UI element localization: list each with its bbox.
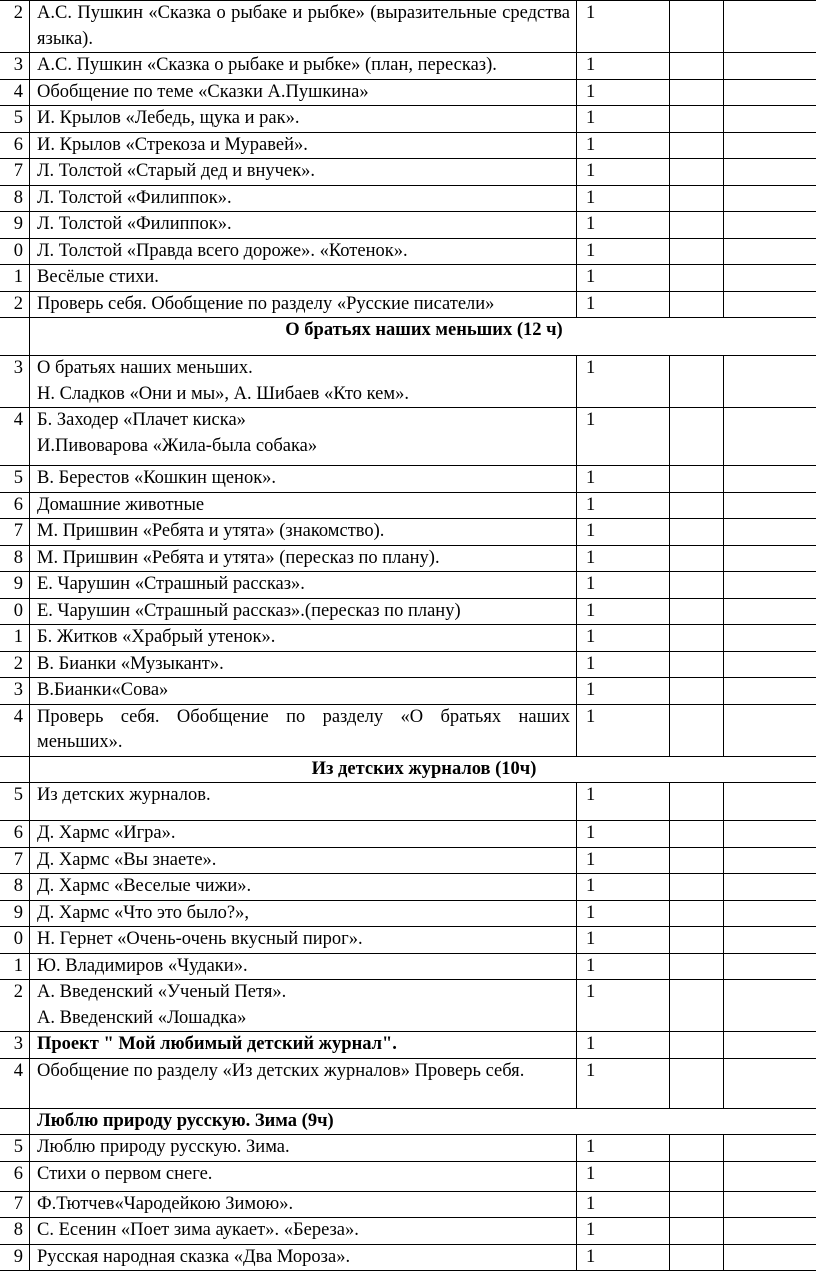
actual-date-cell	[724, 185, 816, 212]
section-header-row	[0, 318, 816, 356]
lesson-title	[30, 519, 577, 546]
planned-date-cell	[670, 265, 724, 292]
lesson-number: 6	[0, 132, 30, 159]
planned-date-cell	[670, 212, 724, 239]
lesson-number: 4	[0, 704, 30, 756]
lesson-hours: 1	[577, 492, 670, 519]
lesson-number: 9	[0, 572, 30, 599]
actual-date-cell	[724, 598, 816, 625]
lesson-hours: 1	[577, 1244, 670, 1271]
planned-date-cell	[670, 238, 724, 265]
planned-date-cell	[670, 598, 724, 625]
lesson-hours: 1	[577, 545, 670, 572]
lesson-title-line: Из детских журналов.	[37, 783, 570, 809]
planned-date-cell	[670, 291, 724, 318]
planned-date-cell	[670, 79, 724, 106]
planned-date-cell	[670, 821, 724, 848]
planned-date-cell	[670, 1191, 724, 1218]
lesson-row	[0, 1218, 816, 1245]
planned-date-cell	[670, 1161, 724, 1191]
lesson-hours: 1	[577, 132, 670, 159]
lesson-number: 2	[0, 1, 30, 53]
lesson-hours: 1	[577, 265, 670, 292]
lesson-title-line: Проверь себя. Обобщение по разделу «Русские писатели»	[37, 292, 570, 318]
section-number-cell	[0, 756, 30, 783]
lesson-number: 4	[0, 408, 30, 466]
lesson-title-line: А. Введенский «Лошадка»	[37, 1006, 570, 1032]
lesson-title	[30, 1191, 577, 1218]
actual-date-cell	[724, 953, 816, 980]
lesson-number: 0	[0, 927, 30, 954]
lesson-title	[30, 1, 577, 53]
lesson-title	[30, 291, 577, 318]
planned-date-cell	[670, 847, 724, 874]
lesson-title-line: Л. Толстой «Старый дед и внучек».	[37, 159, 570, 185]
lesson-title-line: Д. Хармс «Вы знаете».	[37, 848, 570, 874]
lesson-hours: 1	[577, 1161, 670, 1191]
lesson-title	[30, 132, 577, 159]
planned-date-cell	[670, 783, 724, 821]
lesson-hours: 1	[577, 900, 670, 927]
lesson-title-line: И. Крылов «Стрекоза и Муравей».	[37, 133, 570, 159]
lesson-number: 5	[0, 466, 30, 493]
lesson-hours: 1	[577, 1032, 670, 1059]
lesson-row	[0, 265, 816, 292]
lesson-row	[0, 625, 816, 652]
lesson-row	[0, 545, 816, 572]
lesson-title-line: Л. Толстой «Правда всего дороже». «Котенок».	[37, 239, 570, 265]
lesson-title-line: Весёлые стихи.	[37, 265, 570, 291]
lesson-row	[0, 519, 816, 546]
lesson-hours: 1	[577, 466, 670, 493]
lesson-number: 9	[0, 212, 30, 239]
lesson-title	[30, 678, 577, 705]
lesson-row	[0, 408, 816, 466]
lesson-title	[30, 1135, 577, 1162]
lesson-hours: 1	[577, 53, 670, 80]
lesson-title-line: Проверь себя. Обобщение по разделу «О братьях наших меньших».	[37, 705, 570, 756]
lesson-title	[30, 212, 577, 239]
lesson-hours: 1	[577, 625, 670, 652]
lesson-number: 2	[0, 651, 30, 678]
lesson-hours: 1	[577, 185, 670, 212]
lesson-hours: 1	[577, 704, 670, 756]
lesson-row	[0, 159, 816, 186]
lesson-plan-body	[0, 1, 816, 1271]
lesson-title-line: А.С. Пушкин «Сказка о рыбаке и рыбке» (выразительные средства языка).	[37, 1, 570, 52]
lesson-title	[30, 953, 577, 980]
lesson-row	[0, 651, 816, 678]
lesson-row	[0, 106, 816, 133]
actual-date-cell	[724, 106, 816, 133]
lesson-title-line: Л. Толстой «Филиппок».	[37, 186, 570, 212]
actual-date-cell	[724, 519, 816, 546]
lesson-hours: 1	[577, 291, 670, 318]
actual-date-cell	[724, 545, 816, 572]
lesson-title-line: Обобщение по разделу «Из детских журналов» Проверь себя.	[37, 1059, 570, 1085]
actual-date-cell	[724, 980, 816, 1032]
lesson-hours: 1	[577, 1218, 670, 1245]
lesson-title-line: Русская народная сказка «Два Мороза».	[37, 1245, 570, 1271]
planned-date-cell	[670, 874, 724, 901]
lesson-title-line: Д. Хармс «Игра».	[37, 821, 570, 847]
planned-date-cell	[670, 1135, 724, 1162]
lesson-title	[30, 821, 577, 848]
lesson-title	[30, 466, 577, 493]
lesson-title	[30, 79, 577, 106]
lesson-row	[0, 874, 816, 901]
planned-date-cell	[670, 704, 724, 756]
lesson-title-line: Стихи о первом снеге.	[37, 1162, 570, 1188]
lesson-number: 3	[0, 678, 30, 705]
lesson-title	[30, 847, 577, 874]
lesson-row	[0, 1191, 816, 1218]
lesson-number: 7	[0, 519, 30, 546]
lesson-title-line: Д. Хармс «Что это было?»,	[37, 901, 570, 927]
planned-date-cell	[670, 625, 724, 652]
lesson-number: 6	[0, 821, 30, 848]
lesson-row	[0, 953, 816, 980]
planned-date-cell	[670, 572, 724, 599]
lesson-hours: 1	[577, 651, 670, 678]
actual-date-cell	[724, 821, 816, 848]
lesson-title-line: Домашние животные	[37, 493, 570, 519]
lesson-number: 2	[0, 291, 30, 318]
actual-date-cell	[724, 625, 816, 652]
lesson-title	[30, 625, 577, 652]
actual-date-cell	[724, 572, 816, 599]
lesson-title	[30, 783, 577, 821]
actual-date-cell	[724, 678, 816, 705]
lesson-title	[30, 874, 577, 901]
lesson-row	[0, 1, 816, 53]
lesson-hours: 1	[577, 79, 670, 106]
lesson-title	[30, 980, 577, 1032]
actual-date-cell	[724, 1218, 816, 1245]
lesson-hours: 1	[577, 927, 670, 954]
planned-date-cell	[670, 1, 724, 53]
lesson-title	[30, 265, 577, 292]
lesson-number: 6	[0, 492, 30, 519]
planned-date-cell	[670, 356, 724, 408]
lesson-hours: 1	[577, 212, 670, 239]
lesson-row	[0, 492, 816, 519]
lesson-row	[0, 1161, 816, 1191]
planned-date-cell	[670, 678, 724, 705]
planned-date-cell	[670, 106, 724, 133]
lesson-row	[0, 212, 816, 239]
lesson-hours: 1	[577, 598, 670, 625]
planned-date-cell	[670, 545, 724, 572]
planned-date-cell	[670, 953, 724, 980]
lesson-number: 4	[0, 79, 30, 106]
lesson-number: 8	[0, 185, 30, 212]
lesson-number: 1	[0, 953, 30, 980]
lesson-number: 2	[0, 980, 30, 1032]
lesson-row	[0, 783, 816, 821]
lesson-title	[30, 704, 577, 756]
lesson-hours: 1	[577, 953, 670, 980]
planned-date-cell	[670, 408, 724, 466]
lesson-row	[0, 598, 816, 625]
lesson-row	[0, 900, 816, 927]
lesson-number: 8	[0, 874, 30, 901]
planned-date-cell	[670, 651, 724, 678]
actual-date-cell	[724, 1161, 816, 1191]
lesson-number: 1	[0, 625, 30, 652]
lesson-title-line: Б. Житков «Храбрый утенок».	[37, 625, 570, 651]
actual-date-cell	[724, 356, 816, 408]
section-number-cell	[0, 318, 30, 356]
lesson-number: 7	[0, 1191, 30, 1218]
lesson-row	[0, 466, 816, 493]
lesson-title-line: В. Берестов «Кошкин щенок».	[37, 466, 570, 492]
actual-date-cell	[724, 1058, 816, 1108]
lesson-title-line: Е. Чарушин «Страшный рассказ».(пересказ по плану)	[37, 599, 570, 625]
lesson-title-line: В. Бианки «Музыкант».	[37, 652, 570, 678]
lesson-hours: 1	[577, 1058, 670, 1108]
lesson-title	[30, 598, 577, 625]
actual-date-cell	[724, 874, 816, 901]
lesson-title	[30, 106, 577, 133]
actual-date-cell	[724, 265, 816, 292]
lesson-title	[30, 53, 577, 80]
lesson-row	[0, 238, 816, 265]
lesson-title-line: И.Пивоварова «Жила-была собака»	[37, 434, 570, 460]
planned-date-cell	[670, 1218, 724, 1245]
lesson-number: 5	[0, 1135, 30, 1162]
lesson-hours: 1	[577, 783, 670, 821]
actual-date-cell	[724, 1244, 816, 1271]
actual-date-cell	[724, 238, 816, 265]
lesson-title	[30, 572, 577, 599]
planned-date-cell	[670, 492, 724, 519]
actual-date-cell	[724, 1191, 816, 1218]
planned-date-cell	[670, 1244, 724, 1271]
section-title: О братьях наших меньших (12 ч)	[30, 318, 816, 356]
actual-date-cell	[724, 1135, 816, 1162]
lesson-number: 7	[0, 847, 30, 874]
lesson-hours: 1	[577, 572, 670, 599]
planned-date-cell	[670, 132, 724, 159]
section-number-cell	[0, 1108, 30, 1135]
lesson-title-line: Д. Хармс «Веселые чижи».	[37, 874, 570, 900]
lesson-row	[0, 980, 816, 1032]
lesson-hours: 1	[577, 106, 670, 133]
lesson-title-line: Ю. Владимиров «Чудаки».	[37, 954, 570, 980]
lesson-title-line: О братьях наших меньших.	[37, 356, 570, 382]
lesson-number: 3	[0, 356, 30, 408]
lesson-row	[0, 821, 816, 848]
lesson-row	[0, 356, 816, 408]
lesson-hours: 1	[577, 980, 670, 1032]
lesson-title	[30, 651, 577, 678]
lesson-title-line: Н. Гернет «Очень-очень вкусный пирог».	[37, 927, 570, 953]
section-header-row	[0, 1108, 816, 1135]
lesson-title	[30, 1218, 577, 1245]
lesson-number: 7	[0, 159, 30, 186]
lesson-number: 0	[0, 238, 30, 265]
lesson-title-line: Проект " Мой любимый детский журнал".	[37, 1032, 570, 1058]
section-title: Люблю природу русскую. Зима (9ч)	[30, 1108, 816, 1135]
lesson-title	[30, 408, 577, 466]
lesson-title-line: М. Пришвин «Ребята и утята» (знакомство).	[37, 519, 570, 545]
lesson-hours: 1	[577, 678, 670, 705]
lesson-hours: 1	[577, 356, 670, 408]
lesson-title-line: Е. Чарушин «Страшный рассказ».	[37, 572, 570, 598]
lesson-title	[30, 492, 577, 519]
actual-date-cell	[724, 927, 816, 954]
lesson-title	[30, 927, 577, 954]
lesson-row	[0, 291, 816, 318]
lesson-title-line: Ф.Тютчев«Чародейкою Зимою».	[37, 1192, 570, 1218]
lesson-title-line: С. Есенин «Поет зима аукает». «Береза».	[37, 1218, 570, 1244]
lesson-number: 0	[0, 598, 30, 625]
actual-date-cell	[724, 466, 816, 493]
lesson-number: 6	[0, 1161, 30, 1191]
lesson-title-line: М. Пришвин «Ребята и утята» (пересказ по плану).	[37, 546, 570, 572]
lesson-title	[30, 1161, 577, 1191]
actual-date-cell	[724, 492, 816, 519]
lesson-hours: 1	[577, 159, 670, 186]
planned-date-cell	[670, 53, 724, 80]
section-title: Из детских журналов (10ч)	[30, 756, 816, 783]
lesson-row	[0, 927, 816, 954]
lesson-title	[30, 1058, 577, 1108]
lesson-title-line: Б. Заходер «Плачет киска»	[37, 408, 570, 434]
lesson-title-line: Н. Сладков «Они и мы», А. Шибаев «Кто кем».	[37, 382, 570, 408]
lesson-hours: 1	[577, 1, 670, 53]
lesson-title	[30, 900, 577, 927]
lesson-hours: 1	[577, 1191, 670, 1218]
planned-date-cell	[670, 185, 724, 212]
lesson-hours: 1	[577, 874, 670, 901]
lesson-number: 4	[0, 1058, 30, 1108]
lesson-title-line: В.Бианки«Сова»	[37, 678, 570, 704]
lesson-title	[30, 1244, 577, 1271]
lesson-title	[30, 1032, 577, 1059]
lesson-hours: 1	[577, 519, 670, 546]
actual-date-cell	[724, 291, 816, 318]
lesson-number: 8	[0, 1218, 30, 1245]
planned-date-cell	[670, 519, 724, 546]
lesson-hours: 1	[577, 847, 670, 874]
actual-date-cell	[724, 159, 816, 186]
actual-date-cell	[724, 900, 816, 927]
lesson-number: 5	[0, 106, 30, 133]
lesson-number: 9	[0, 900, 30, 927]
lesson-title-line: А. Введенский «Ученый Петя».	[37, 980, 570, 1006]
lesson-number: 8	[0, 545, 30, 572]
lesson-number: 5	[0, 783, 30, 821]
lesson-title	[30, 159, 577, 186]
actual-date-cell	[724, 1, 816, 53]
actual-date-cell	[724, 847, 816, 874]
lesson-row	[0, 847, 816, 874]
actual-date-cell	[724, 79, 816, 106]
lesson-row	[0, 704, 816, 756]
lesson-row	[0, 1058, 816, 1108]
lesson-title-line: Обобщение по теме «Сказки А.Пушкина»	[37, 80, 570, 106]
lesson-row	[0, 79, 816, 106]
lesson-row	[0, 185, 816, 212]
lesson-row	[0, 1135, 816, 1162]
lesson-row	[0, 678, 816, 705]
lesson-row	[0, 1032, 816, 1059]
lesson-title	[30, 356, 577, 408]
lesson-title	[30, 238, 577, 265]
lesson-row	[0, 132, 816, 159]
planned-date-cell	[670, 1032, 724, 1059]
actual-date-cell	[724, 783, 816, 821]
lesson-title-line: И. Крылов «Лебедь, щука и рак».	[37, 106, 570, 132]
planned-date-cell	[670, 927, 724, 954]
planned-date-cell	[670, 900, 724, 927]
lesson-title	[30, 545, 577, 572]
lesson-row	[0, 1244, 816, 1271]
planned-date-cell	[670, 1058, 724, 1108]
lesson-hours: 1	[577, 238, 670, 265]
planned-date-cell	[670, 980, 724, 1032]
lesson-row	[0, 572, 816, 599]
lesson-title-line: А.С. Пушкин «Сказка о рыбаке и рыбке» (план, пересказ).	[37, 53, 570, 79]
planned-date-cell	[670, 466, 724, 493]
lesson-hours: 1	[577, 821, 670, 848]
actual-date-cell	[724, 704, 816, 756]
lesson-hours: 1	[577, 408, 670, 466]
actual-date-cell	[724, 651, 816, 678]
actual-date-cell	[724, 53, 816, 80]
section-header-row	[0, 756, 816, 783]
lesson-number: 9	[0, 1244, 30, 1271]
planned-date-cell	[670, 159, 724, 186]
lesson-title-line: Люблю природу русскую. Зима.	[37, 1135, 570, 1161]
lesson-hours: 1	[577, 1135, 670, 1162]
lesson-title	[30, 185, 577, 212]
lesson-row	[0, 53, 816, 80]
lesson-title-line: Л. Толстой «Филиппок».	[37, 212, 570, 238]
actual-date-cell	[724, 212, 816, 239]
lesson-number: 1	[0, 265, 30, 292]
actual-date-cell	[724, 1032, 816, 1059]
actual-date-cell	[724, 132, 816, 159]
lesson-number: 3	[0, 53, 30, 80]
actual-date-cell	[724, 408, 816, 466]
lesson-number: 3	[0, 1032, 30, 1059]
